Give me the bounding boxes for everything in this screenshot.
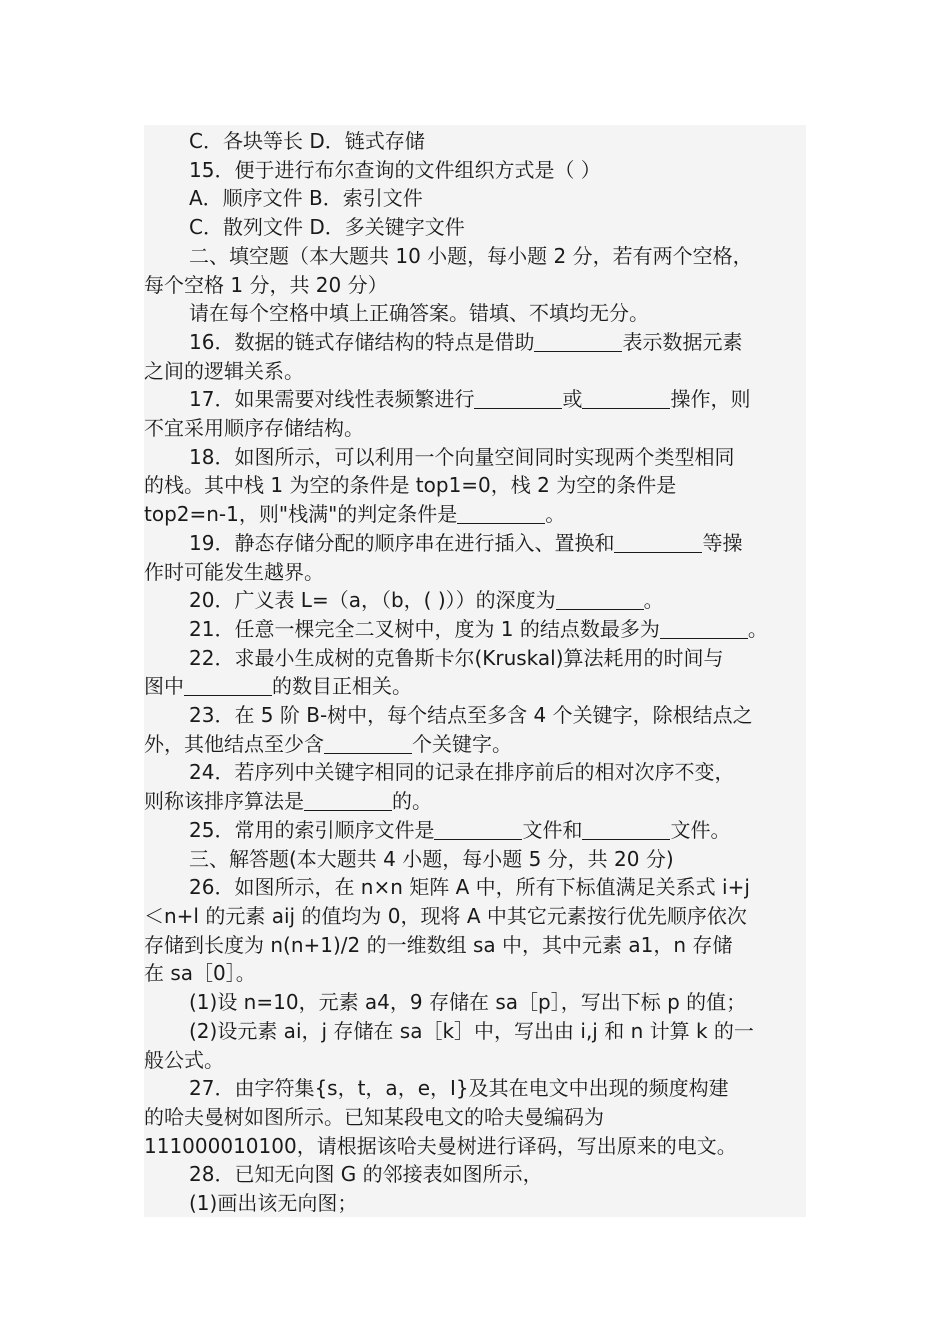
question-17 bbox=[144, 385, 806, 414]
answer-blank bbox=[184, 675, 272, 696]
answer-blank bbox=[434, 819, 522, 840]
section-heading-answer: 三、解答题(本大题共 4 小题，每小题 5 分，共 20 分) bbox=[189, 846, 674, 871]
text-segment: 个关键字。 bbox=[412, 731, 512, 756]
answer-blank bbox=[474, 388, 562, 409]
answer-blank bbox=[324, 733, 412, 754]
text-line: 不宜采用顺序存储结构。 bbox=[144, 416, 364, 441]
answer-blank bbox=[614, 532, 702, 553]
question-22: 22．求最小生成树的克鲁斯卡尔(Kruskal)算法耗用的时间与 bbox=[189, 645, 724, 670]
answer-blank bbox=[556, 589, 644, 610]
sub-question: (2)设元素 ai，j 存储在 sa［k］中，写出由 i,j 和 n 计算 k 的一 bbox=[189, 1018, 754, 1043]
question-24: 24．若序列中关键字相同的记录在排序前后的相对次序不变， bbox=[189, 760, 735, 785]
answer-blank bbox=[534, 331, 622, 352]
text-line: 存储到长度为 n(n+1)/2 的一维数组 sa 中，其中元素 a1，n 存储 bbox=[144, 932, 733, 957]
text-line: 在 sa［0］。 bbox=[144, 961, 256, 986]
option-line: C．散列文件 D．多关键字文件 bbox=[189, 215, 465, 240]
text-segment: 19．静态存储分配的顺序串在进行插入、置换和 bbox=[189, 530, 615, 555]
question-26: 26．如图所示，在 n×n 矩阵 A 中，所有下标值满足关系式 i+j bbox=[189, 875, 750, 900]
text-segment: 21．任意一棵完全二叉树中，度为 1 的结点数最多为 bbox=[189, 616, 660, 641]
text-segment: top2=n-1，则"栈满"的判定条件是 bbox=[144, 502, 458, 527]
text-segment: 或 bbox=[562, 387, 583, 412]
text-line: 的哈夫曼树如图所示。已知某段电文的哈夫曼编码为 bbox=[144, 1104, 604, 1129]
text-segment: 等操 bbox=[702, 530, 743, 555]
sub-question: (1)画出该无向图； bbox=[189, 1191, 358, 1216]
text-segment: 外，其他结点至少含 bbox=[144, 731, 324, 756]
question-16 bbox=[144, 328, 806, 357]
text-segment: 20．广义表 L=（a，（b，( )））的深度为 bbox=[189, 588, 556, 613]
text-segment: 25．常用的索引顺序文件是 bbox=[189, 817, 435, 842]
question-15: 15．便于进行布尔查询的文件组织方式是（ ） bbox=[189, 157, 601, 182]
text-segment: 文件。 bbox=[670, 817, 731, 842]
question-25 bbox=[144, 816, 806, 845]
answer-blank bbox=[660, 618, 748, 639]
instruction-line: 请在每个空格中填上正确答案。错填、不填均无分。 bbox=[189, 301, 649, 326]
section-heading-fill-in: 二、填空题（本大题共 10 小题，每小题 2 分，若有两个空格， bbox=[189, 243, 753, 268]
text-line bbox=[144, 672, 806, 701]
text-segment: 图中 bbox=[144, 674, 184, 699]
text-line: C．各块等长 D．链式存储 bbox=[189, 129, 425, 153]
text-line: 111000010100，请根据该哈夫曼树进行译码，写出原来的电文。 bbox=[144, 1133, 737, 1158]
answer-blank bbox=[457, 503, 545, 524]
text-line bbox=[144, 787, 806, 816]
text-segment: 。 bbox=[747, 616, 768, 641]
text-segment: 则称该排序算法是 bbox=[144, 789, 304, 814]
text-segment: 文件和 bbox=[522, 817, 583, 842]
question-21 bbox=[144, 615, 806, 644]
text-segment: 。 bbox=[643, 588, 664, 613]
sub-question: (1)设 n=10，元素 a4，9 存储在 sa［p］，写出下标 p 的值； bbox=[189, 990, 747, 1015]
text-line bbox=[144, 730, 806, 759]
question-28: 28．已知无向图 G 的邻接表如图所示， bbox=[189, 1162, 543, 1187]
text-segment: 的数目正相关。 bbox=[272, 674, 412, 699]
option-line: A．顺序文件 B．索引文件 bbox=[189, 186, 423, 211]
question-18: 18．如图所示，可以利用一个向量空间同时实现两个类型相同 bbox=[189, 444, 735, 469]
text-segment: 的。 bbox=[392, 789, 432, 814]
answer-blank bbox=[304, 790, 392, 811]
question-23: 23．在 5 阶 B-树中，每个结点至多含 4 个关键字，除根结点之 bbox=[189, 703, 753, 728]
text-segment: 。 bbox=[545, 502, 566, 527]
text-line: 之间的逻辑关系。 bbox=[144, 358, 304, 383]
text-segment: 操作，则 bbox=[670, 387, 751, 412]
text-line: 般公式。 bbox=[144, 1047, 224, 1072]
text-line: 的栈。其中栈 1 为空的条件是 top1=0，栈 2 为空的条件是 bbox=[144, 473, 677, 498]
text-line: 每个空格 1 分，共 20 分） bbox=[144, 272, 388, 297]
question-20 bbox=[144, 586, 806, 615]
question-27: 27．由字符集{s，t，a，e，I}及其在电文中出现的频度构建 bbox=[189, 1076, 729, 1101]
text-segment: 17．如果需要对线性表频繁进行 bbox=[189, 387, 475, 412]
document-body bbox=[144, 125, 806, 1217]
text-segment: 16．数据的链式存储结构的特点是借助 bbox=[189, 329, 535, 354]
question-19 bbox=[144, 529, 806, 558]
text-line bbox=[144, 500, 806, 529]
text-line: ＜n+l 的元素 aij 的值均为 0，现将 A 中其它元素按行优先顺序依次 bbox=[144, 903, 747, 928]
text-segment: 表示数据元素 bbox=[622, 329, 743, 354]
answer-blank bbox=[582, 388, 670, 409]
text-line: 作时可能发生越界。 bbox=[144, 559, 324, 584]
answer-blank bbox=[582, 819, 670, 840]
